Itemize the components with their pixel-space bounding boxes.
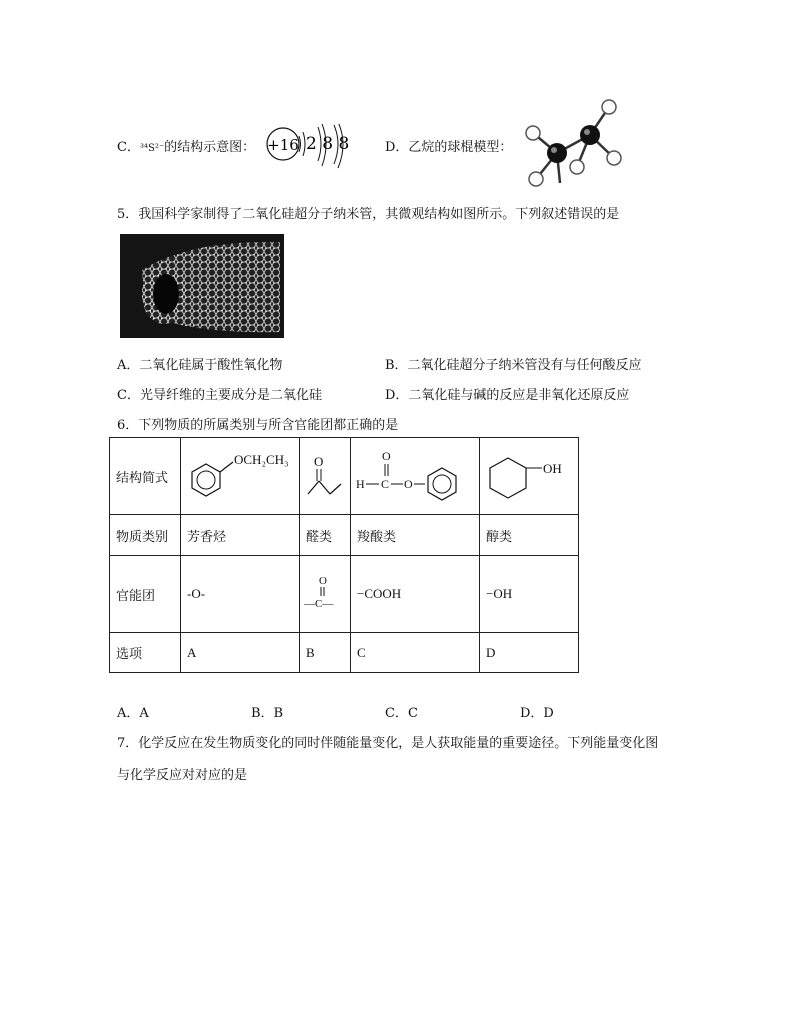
svg-text:C: C bbox=[381, 477, 390, 491]
svg-text:O: O bbox=[382, 449, 391, 463]
sulfur-ion-diagram bbox=[262, 124, 352, 188]
letter-row bbox=[110, 633, 579, 673]
q6-answer-b: B．B bbox=[251, 706, 284, 721]
q6-table bbox=[109, 437, 579, 673]
q5-option-d: D．二氧化硅与碱的反应是非氧化还原反应 bbox=[385, 388, 630, 403]
category-a: 芳香烃 bbox=[181, 515, 300, 556]
row-header: 物质类别 bbox=[110, 515, 181, 556]
category-b: 醛类 bbox=[300, 515, 351, 556]
letter-b: B bbox=[300, 633, 351, 673]
svg-text:—C—: —C— bbox=[304, 598, 334, 610]
svg-text:O: O bbox=[319, 575, 327, 587]
silica-nanotube-image bbox=[120, 234, 284, 338]
ethane-ball-stick-model bbox=[520, 95, 635, 193]
letter-d: D bbox=[480, 633, 579, 673]
group-a: -O- bbox=[181, 556, 300, 633]
q4-option-d: D．乙烷的球棍模型： bbox=[385, 140, 513, 155]
ethoxy-group: OCH₂CH₃ bbox=[234, 452, 289, 467]
group-b bbox=[300, 556, 351, 633]
group-c: −COOH bbox=[351, 556, 480, 633]
q5-option-c: C．光导纤维的主要成分是二氧化硅 bbox=[117, 388, 322, 403]
svg-text:O: O bbox=[404, 477, 413, 491]
q6-answer-a: A．A bbox=[117, 706, 149, 721]
row-header: 官能团 bbox=[110, 556, 181, 633]
group-row bbox=[110, 556, 579, 633]
row-header: 结构简式 bbox=[110, 438, 181, 515]
q7-stem-line1: 7．化学反应在发生物质变化的同时伴随能量变化，是人获取能量的重要途径。下列能量变化图 bbox=[117, 736, 659, 751]
svg-text:OH: OH bbox=[543, 461, 562, 476]
structure-a bbox=[181, 438, 300, 515]
q6-stem: 6．下列物质的所属类别与所含官能团都正确的是 bbox=[117, 418, 399, 433]
option-letter: C． bbox=[117, 140, 140, 155]
q5-option-a: A．二氧化硅属于酸性氧化物 bbox=[117, 358, 283, 373]
category-row bbox=[110, 515, 579, 556]
letter-a: A bbox=[181, 633, 300, 673]
nucleus-charge: +16 bbox=[267, 136, 299, 154]
structure-row bbox=[110, 438, 579, 515]
group-d: −OH bbox=[480, 556, 579, 633]
svg-text:H: H bbox=[356, 477, 365, 491]
letter-c: C bbox=[351, 633, 480, 673]
row-header: 选项 bbox=[110, 633, 181, 673]
q6-answer-c: C．C bbox=[385, 706, 418, 721]
q5-stem: 5．我国科学家制得了二氧化硅超分子纳米管，其微观结构如图所示。下列叙述错误的是 bbox=[117, 207, 620, 222]
electron-shells: 2 8 8 bbox=[306, 134, 350, 154]
category-d: 醇类 bbox=[480, 515, 579, 556]
q5-option-b: B．二氧化硅超分子纳米管没有与任何酸反应 bbox=[385, 358, 642, 373]
sulfur-ion-label: ³⁴S²⁻ bbox=[139, 143, 165, 154]
q4-option-c bbox=[117, 136, 255, 155]
q6-answer-d: D．D bbox=[520, 706, 554, 721]
structure-c bbox=[351, 438, 480, 515]
structure-d bbox=[480, 438, 579, 515]
svg-text:O: O bbox=[314, 454, 324, 469]
q7-stem-line2: 与化学反应对对应的是 bbox=[117, 768, 248, 783]
option-text: 的结构示意图： bbox=[164, 140, 256, 155]
category-c: 羧酸类 bbox=[351, 515, 480, 556]
structure-b bbox=[300, 438, 351, 515]
